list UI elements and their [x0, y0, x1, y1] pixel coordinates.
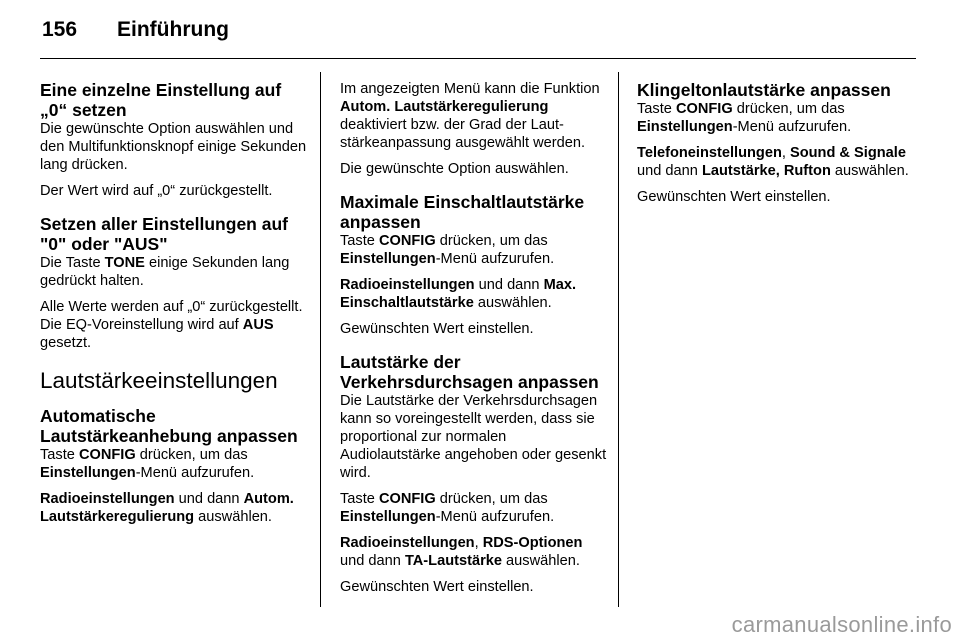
- paragraph: Radioeinstellungen und dann Autom. Lautstärkeregulierung auswählen.: [40, 491, 294, 525]
- paragraph: Radioeinstellungen und dann Max. Einschaltlautstärke auswählen.: [340, 277, 577, 311]
- heading-auto-volume: Automatische Lautstärkeanhebung anpassen: [40, 406, 298, 446]
- heading-max-volume: Maximale Einschaltlautstärke anpassen: [340, 192, 585, 232]
- heading-reset-single: Eine einzelne Einstellung auf „0“ setzen: [40, 80, 282, 120]
- column-divider-1: [320, 72, 321, 607]
- paragraph: Taste CONFIG drücken, um das Einstellungen-Menü aufzurufen.: [340, 491, 555, 525]
- column-1: [40, 80, 310, 534]
- paragraph: Die gewünschte Option auswählen.: [340, 161, 569, 177]
- paragraph: Die gewünschte Option auswählen und den Multifunktionsknopf einige Sekunden lang drücken.: [40, 121, 307, 173]
- heading-traffic-volume: Lautstärke der Verkehrsdurchsagen anpassen: [340, 352, 599, 392]
- paragraph: Der Wert wird auf „0“ zurückgestellt.: [40, 183, 273, 199]
- column-divider-2: [618, 72, 619, 607]
- paragraph: Gewünschten Wert einstellen.: [340, 579, 534, 595]
- page-header: [42, 18, 229, 42]
- paragraph: Alle Werte werden auf „0“ zurückgestellt. Die EQ-Voreinstellung wird auf AUS gesetzt.: [40, 299, 303, 351]
- heading-reset-all: Setzen aller Einstellungen auf "0" oder "AUS": [40, 214, 288, 254]
- page-title: Einführung: [117, 18, 229, 41]
- heading-ringtone-volume: Klingeltonlautstärke anpassen: [637, 80, 891, 100]
- column-2: [340, 80, 608, 604]
- paragraph: Gewünschten Wert einstellen.: [340, 321, 534, 337]
- page-number: 156: [42, 18, 78, 41]
- paragraph: Telefoneinstellungen, Sound & Signale und dann Lautstärke, Rufton auswählen.: [637, 145, 909, 179]
- paragraph: Taste CONFIG drücken, um das Einstellungen-Menü aufzurufen.: [637, 101, 852, 135]
- paragraph: Radioeinstellungen, RDS-Optionen und dann TA-Lautstärke auswählen.: [340, 535, 583, 569]
- paragraph: Die Lautstärke der Verkehrsdurchsagen kann so voreingestellt werden, dass sie proportional zur normalen Audiolautstärke angehoben oder gesenkt wird.: [340, 393, 607, 481]
- paragraph: Gewünschten Wert einstellen.: [637, 189, 831, 205]
- watermark: carmanualsonline.info: [731, 612, 952, 637]
- paragraph: Taste CONFIG drücken, um das Einstellungen-Menü aufzurufen.: [40, 447, 255, 481]
- header-divider: [40, 58, 916, 59]
- paragraph: Im angezeigten Menü kann die Funktion Autom. Lautstärkeregulierung deaktiviert bzw. der Grad der Lautstärkeanpassung ausgewählt werden.: [340, 81, 600, 151]
- section-title-volume: Lautstärkeeinstellungen: [40, 368, 278, 393]
- paragraph: Taste CONFIG drücken, um das Einstellungen-Menü aufzurufen.: [340, 233, 555, 267]
- column-3: [637, 80, 912, 214]
- paragraph: Die Taste TONE einige Sekunden lang gedrückt halten.: [40, 255, 290, 289]
